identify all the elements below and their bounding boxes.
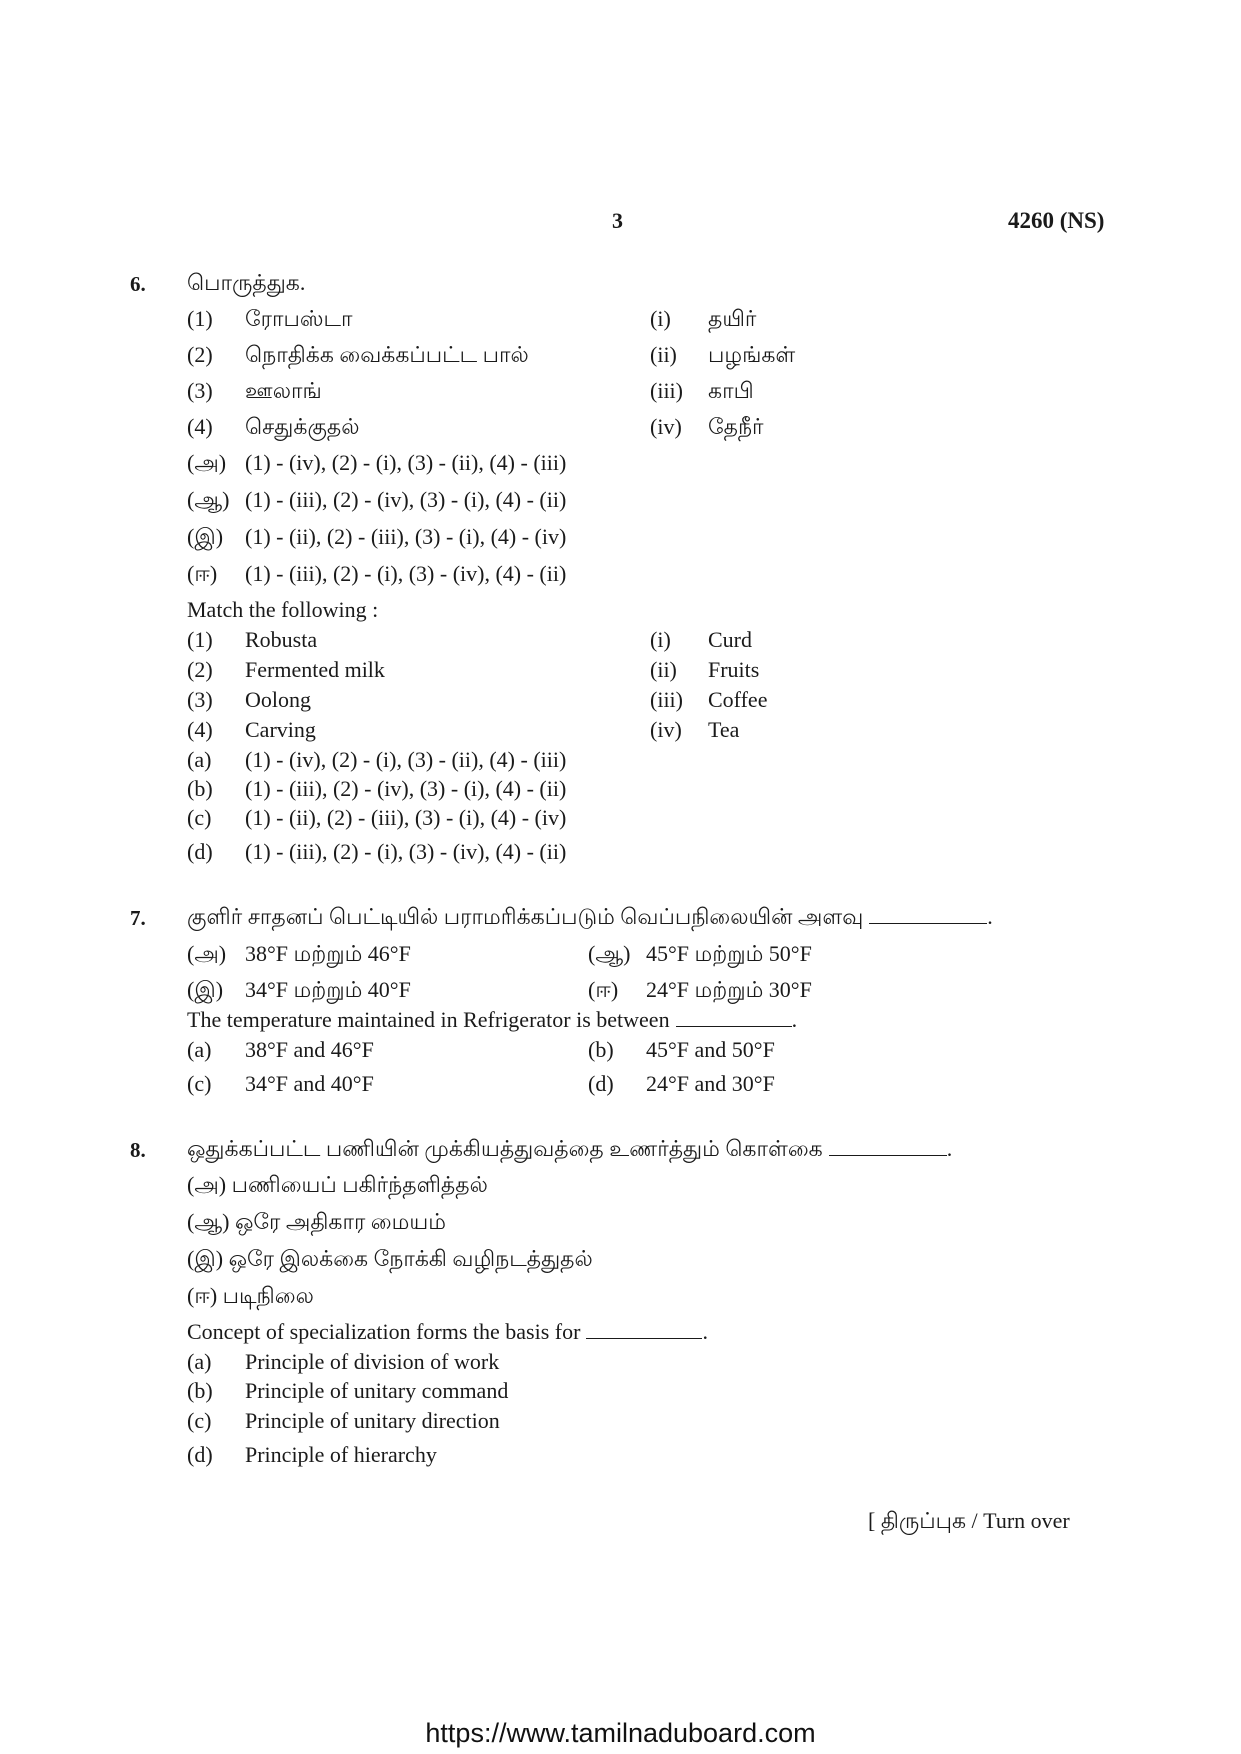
q6-en-right-item: Tea bbox=[708, 717, 740, 742]
q6-en-left-num: (3) bbox=[187, 687, 213, 712]
q6-ta-option-label: (ஈ) bbox=[187, 561, 218, 586]
q7-en-option-label: (b) bbox=[588, 1037, 614, 1062]
q6-ta-left-num: (4) bbox=[187, 414, 213, 439]
q8-english-prompt: Concept of specialization forms the basis for . bbox=[187, 1319, 708, 1344]
q7-en-option-text: 45°F and 50°F bbox=[646, 1037, 775, 1062]
q6-en-right-item: Coffee bbox=[708, 687, 768, 712]
q6-en-left-item: Carving bbox=[245, 717, 316, 742]
q6-en-right-num: (iv) bbox=[650, 717, 682, 742]
question-7-number: 7. bbox=[130, 906, 146, 930]
q8-en-option-text: Principle of division of work bbox=[245, 1349, 500, 1374]
q8-en-option-label: (c) bbox=[187, 1408, 212, 1433]
q6-en-option-label: (a) bbox=[187, 747, 212, 772]
q7-ta-option-label: (ஈ) bbox=[588, 977, 619, 1002]
q6-en-option-text: (1) - (iii), (2) - (iv), (3) - (i), (4) - (ii) bbox=[245, 776, 567, 801]
turn-over-note: [ திருப்புக / Turn over bbox=[868, 1508, 1070, 1533]
q6-en-left-num: (2) bbox=[187, 657, 213, 682]
q8-english-prompt-text: Concept of specialization forms the basis for bbox=[187, 1319, 581, 1344]
q7-ta-option-label: (ஆ) bbox=[588, 941, 631, 966]
q6-ta-left-num: (2) bbox=[187, 342, 213, 367]
q7-en-option-label: (a) bbox=[187, 1037, 212, 1062]
q6-english-prompt: Match the following : bbox=[187, 597, 379, 622]
source-url: https://www.tamilnaduboard.com bbox=[425, 1718, 816, 1748]
q8-ta-option-text: ஒரே இலக்கை நோக்கி வழிநடத்துதல் bbox=[228, 1246, 593, 1271]
q8-ta-option-text: படிநிலை bbox=[222, 1283, 314, 1308]
q7-ta-option-label: (அ) bbox=[187, 941, 227, 966]
q8-tamil-prompt: ஒதுக்கப்பட்ட பணியின் முக்கியத்துவத்தை உணர்த்தும் கொள்கை . bbox=[187, 1136, 953, 1161]
q8-en-option-label: (d) bbox=[187, 1442, 213, 1467]
q8-tamil-prompt-text: ஒதுக்கப்பட்ட பணியின் முக்கியத்துவத்தை உணர்த்தும் கொள்கை bbox=[187, 1136, 823, 1161]
q6-ta-left-item: ஊலாங் bbox=[245, 378, 322, 403]
q6-ta-left-num: (3) bbox=[187, 378, 213, 403]
q6-ta-option-label: (அ) bbox=[187, 450, 227, 475]
answer-blank bbox=[676, 1008, 792, 1027]
q8-ta-option bbox=[187, 1172, 488, 1201]
q8-en-option-text: Principle of unitary direction bbox=[245, 1408, 500, 1433]
q7-ta-option-text: 45°F மற்றும் 50°F bbox=[646, 941, 812, 966]
q6-en-option-label: (b) bbox=[187, 776, 213, 801]
q6-en-left-item: Oolong bbox=[245, 687, 311, 712]
page-number: 3 bbox=[612, 208, 623, 233]
q6-ta-option-label: (இ) bbox=[187, 524, 224, 549]
q6-ta-right-item: காபி bbox=[708, 378, 754, 403]
question-8-number: 8. bbox=[130, 1138, 146, 1162]
q6-en-right-num: (iii) bbox=[650, 687, 683, 712]
q8-ta-option-label: (இ) bbox=[187, 1246, 224, 1271]
q7-en-option-label: (c) bbox=[187, 1071, 212, 1096]
q6-en-option-text: (1) - (iii), (2) - (i), (3) - (iv), (4) - (ii) bbox=[245, 839, 567, 864]
q8-ta-option bbox=[187, 1283, 314, 1312]
q6-en-left-item: Fermented milk bbox=[245, 657, 385, 682]
q6-en-left-item: Robusta bbox=[245, 627, 318, 652]
q7-ta-option-text: 34°F மற்றும் 40°F bbox=[245, 977, 411, 1002]
q7-ta-option-label: (இ) bbox=[187, 977, 224, 1002]
q7-english-prompt: The temperature maintained in Refrigerator is between . bbox=[187, 1007, 798, 1032]
q8-ta-option-label: (ஆ) bbox=[187, 1209, 230, 1234]
q6-en-option-text: (1) - (ii), (2) - (iii), (3) - (i), (4) - (iv) bbox=[245, 805, 567, 830]
q6-ta-right-num: (iii) bbox=[650, 378, 683, 403]
q6-en-option-text: (1) - (iv), (2) - (i), (3) - (ii), (4) - (iii) bbox=[245, 747, 567, 772]
q8-en-option-text: Principle of hierarchy bbox=[245, 1442, 437, 1467]
q6-en-right-num: (i) bbox=[650, 627, 671, 652]
q6-ta-right-num: (iv) bbox=[650, 414, 682, 439]
q7-ta-option-text: 38°F மற்றும் 46°F bbox=[245, 941, 411, 966]
q6-ta-option-text: (1) - (iii), (2) - (i), (3) - (iv), (4) - (ii) bbox=[245, 561, 567, 586]
q7-tamil-prompt: குளிர் சாதனப் பெட்டியில் பராமரிக்கப்படும் வெப்பநிலையின் அளவு . bbox=[187, 904, 993, 929]
q6-ta-left-item: ரோபஸ்டா bbox=[245, 306, 353, 331]
q6-en-left-num: (4) bbox=[187, 717, 213, 742]
q8-ta-option bbox=[187, 1246, 593, 1275]
q7-ta-option-text: 24°F மற்றும் 30°F bbox=[646, 977, 812, 1002]
q6-ta-right-num: (i) bbox=[650, 306, 671, 331]
q7-english-prompt-text: The temperature maintained in Refrigerator is between bbox=[187, 1007, 670, 1032]
q8-ta-option-label: (ஈ) bbox=[187, 1283, 218, 1308]
q8-ta-option-label: (அ) bbox=[187, 1172, 227, 1197]
q6-ta-option-text: (1) - (iii), (2) - (iv), (3) - (i), (4) - (ii) bbox=[245, 487, 567, 512]
q7-en-option-text: 24°F and 30°F bbox=[646, 1071, 775, 1096]
q6-en-right-item: Curd bbox=[708, 627, 752, 652]
q6-ta-left-item: நொதிக்க வைக்கப்பட்ட பால் bbox=[245, 342, 529, 367]
answer-blank bbox=[586, 1320, 702, 1339]
q8-en-option-label: (a) bbox=[187, 1349, 212, 1374]
q6-en-option-label: (d) bbox=[187, 839, 213, 864]
q8-ta-option-text: பணியைப் பகிர்ந்தளித்தல் bbox=[231, 1172, 488, 1197]
q8-en-option-text: Principle of unitary command bbox=[245, 1378, 509, 1403]
q8-en-option-label: (b) bbox=[187, 1378, 213, 1403]
q6-en-right-item: Fruits bbox=[708, 657, 760, 682]
question-6-number: 6. bbox=[130, 272, 146, 296]
answer-blank bbox=[829, 1137, 947, 1156]
q6-ta-option-text: (1) - (ii), (2) - (iii), (3) - (i), (4) - (iv) bbox=[245, 524, 567, 549]
q6-en-right-num: (ii) bbox=[650, 657, 677, 682]
q7-en-option-label: (d) bbox=[588, 1071, 614, 1096]
q6-ta-left-num: (1) bbox=[187, 306, 213, 331]
q6-ta-right-num: (ii) bbox=[650, 342, 677, 367]
q7-tamil-prompt-text: குளிர் சாதனப் பெட்டியில் பராமரிக்கப்படும் வெப்பநிலையின் அளவு bbox=[187, 904, 864, 929]
q6-en-option-label: (c) bbox=[187, 805, 212, 830]
q6-en-left-num: (1) bbox=[187, 627, 213, 652]
q6-tamil-prompt: பொருத்துக. bbox=[187, 270, 306, 295]
q7-en-option-text: 34°F and 40°F bbox=[245, 1071, 374, 1096]
q6-ta-option-text: (1) - (iv), (2) - (i), (3) - (ii), (4) - (iii) bbox=[245, 450, 567, 475]
q6-ta-left-item: செதுக்குதல் bbox=[245, 414, 360, 439]
q6-ta-option-label: (ஆ) bbox=[187, 487, 230, 512]
q8-ta-option-text: ஒரே அதிகார மையம் bbox=[234, 1209, 446, 1234]
q6-ta-right-item: தயிர் bbox=[708, 306, 757, 331]
q6-ta-right-item: பழங்கள் bbox=[708, 342, 796, 367]
paper-code: 4260 (NS) bbox=[1008, 208, 1105, 233]
answer-blank bbox=[869, 905, 987, 924]
q6-ta-right-item: தேநீர் bbox=[708, 414, 764, 439]
q8-ta-option bbox=[187, 1209, 446, 1238]
q7-en-option-text: 38°F and 46°F bbox=[245, 1037, 374, 1062]
